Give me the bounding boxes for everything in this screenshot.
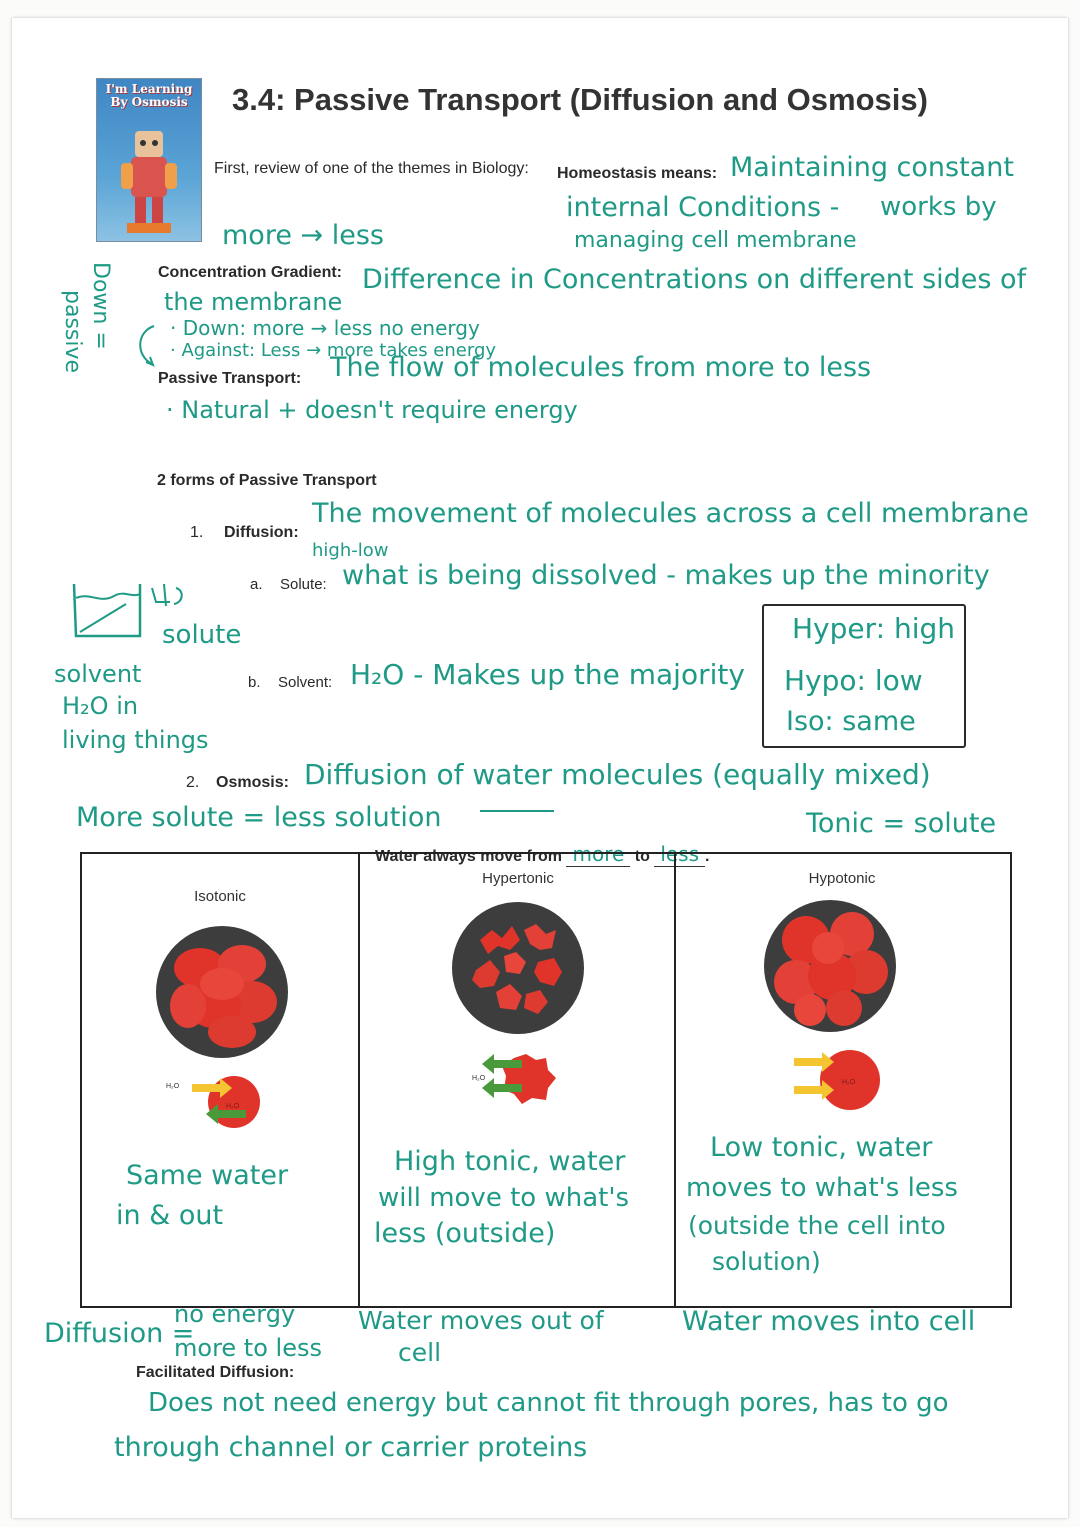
osmosis-number: 2. xyxy=(186,774,200,791)
water-flow-from: more xyxy=(566,842,630,867)
diffusion-sub-note: high-low xyxy=(312,540,389,561)
concentration-label: Concentration Gradient: xyxy=(158,264,343,281)
facilitated-note-1: Does not need energy but cannot fit through pores, has to go xyxy=(148,1388,949,1418)
cartoon-figure-icon xyxy=(117,127,181,235)
water-underline xyxy=(480,810,554,812)
isotonic-label: Isotonic xyxy=(194,888,246,905)
passive-label: Passive Transport: xyxy=(158,370,302,387)
intro-text: First, review of one of the themes in Biology: xyxy=(214,160,529,177)
passive-note-2: · Natural + doesn't require energy xyxy=(166,396,578,424)
isotonic-note-1: Same water xyxy=(126,1160,289,1191)
homeostasis-label: Homeostasis means: xyxy=(557,165,718,182)
hypertonic-h2o: H₂O xyxy=(472,1075,486,1082)
diffusion-no-energy: no energy xyxy=(174,1300,296,1328)
hypotonic-note-4: solution) xyxy=(712,1247,821,1276)
book-cover-image xyxy=(96,78,202,242)
isotonic-cells-image xyxy=(154,924,290,1060)
homeostasis-note-2: internal Conditions - xyxy=(566,192,840,223)
diffusion-note: The movement of molecules across a cell membrane xyxy=(312,498,1029,529)
hypotonic-cells-image xyxy=(762,898,898,1034)
concentration-against: · Against: Less → more takes energy xyxy=(170,340,497,361)
homeostasis-note-3: works by xyxy=(880,192,997,222)
margin-solvent-2: H₂O in xyxy=(62,692,139,720)
hypertonic-column xyxy=(358,854,676,1306)
water-moves-in: Water moves into cell xyxy=(682,1306,976,1337)
isotonic-column xyxy=(82,854,358,1306)
hypertonic-label: Hypertonic xyxy=(482,870,554,887)
concentration-note-1: Difference in Concentrations on different sides of xyxy=(362,264,1027,295)
water-flow-mid: to xyxy=(634,848,650,865)
diffusion-number: 1. xyxy=(190,524,204,541)
facilitated-note-2: through channel or carrier proteins xyxy=(114,1432,588,1463)
forms-heading: 2 forms of Passive Transport xyxy=(157,472,377,489)
water-moves-out-2: cell xyxy=(398,1338,442,1367)
isotonic-h2o-in: H₂O xyxy=(226,1103,240,1110)
hypertonic-note-1: High tonic, water xyxy=(394,1146,626,1177)
water-flow-to: less xyxy=(654,842,705,867)
cover-title: I'm Learning By Osmosis xyxy=(105,82,193,109)
hypertonic-note-2: will move to what's xyxy=(378,1183,630,1213)
margin-more-less: more → less xyxy=(222,220,384,251)
hypotonic-h2o: H₂O xyxy=(842,1079,856,1086)
solute-label: Solute: xyxy=(280,576,327,593)
osmosis-note: Diffusion of water molecules (equally mixed) xyxy=(304,758,931,791)
solute-letter: a. xyxy=(250,576,263,593)
tonic-equals-solute: Tonic = solute xyxy=(806,808,997,839)
water-moves-out-1: Water moves out of xyxy=(358,1306,604,1335)
hypotonic-label: Hypotonic xyxy=(808,870,876,887)
homeostasis-note-4: managing cell membrane xyxy=(574,228,857,253)
margin-solute: solute xyxy=(162,620,242,650)
water-flow-end: . xyxy=(705,848,710,865)
tonic-iso: Iso: same xyxy=(786,706,916,737)
diffusion-more-to-less: more to less xyxy=(174,1334,322,1362)
passive-note-1: The flow of molecules from more to less xyxy=(330,352,872,383)
concentration-down: · Down: more → less no energy xyxy=(170,316,480,340)
isotonic-cell-diagram xyxy=(162,1070,272,1134)
tonicity-table xyxy=(80,852,1012,1308)
diffusion-label: Diffusion: xyxy=(224,524,299,541)
facilitated-label: Facilitated Diffusion: xyxy=(136,1364,295,1381)
hypotonic-note-3: (outside the cell into xyxy=(688,1211,946,1240)
margin-solvent-1: solvent xyxy=(54,660,142,688)
hypertonic-note-3: less (outside) xyxy=(374,1218,556,1249)
margin-down: Down = xyxy=(88,262,113,350)
hypotonic-note-1: Low tonic, water xyxy=(710,1132,933,1163)
isotonic-h2o-out: H₂O xyxy=(166,1083,180,1090)
hypertonic-cells-image xyxy=(450,900,586,1036)
hypertonic-cell-diagram xyxy=(470,1046,570,1110)
homeostasis-note-1: Maintaining constant xyxy=(730,152,1014,183)
osmosis-label: Osmosis: xyxy=(216,774,289,791)
page-title: 3.4: Passive Transport (Diffusion and Osmosis) xyxy=(232,82,928,117)
margin-passive: passive xyxy=(60,290,85,374)
tonic-hyper: Hyper: high xyxy=(792,612,956,645)
hypotonic-cell-diagram xyxy=(784,1044,884,1116)
tonic-hypo: Hypo: low xyxy=(784,664,923,697)
hypotonic-column xyxy=(674,854,1008,1306)
hypotonic-note-2: moves to what's less xyxy=(686,1173,958,1203)
water-flow-prefix: Water always move from xyxy=(375,848,563,865)
solvent-label: Solvent: xyxy=(278,674,333,691)
solvent-letter: b. xyxy=(248,674,261,691)
solvent-note: H₂O - Makes up the majority xyxy=(350,658,745,691)
curved-arrow-icon xyxy=(132,322,168,372)
margin-more-solute: More solute = less solution xyxy=(76,802,442,833)
concentration-note-2: the membrane xyxy=(164,288,343,316)
diffusion-equals: Diffusion = xyxy=(44,1318,195,1349)
isotonic-note-2: in & out xyxy=(116,1200,224,1231)
margin-solvent-3: living things xyxy=(62,726,209,754)
solute-note: what is being dissolved - makes up the minority xyxy=(342,560,990,591)
